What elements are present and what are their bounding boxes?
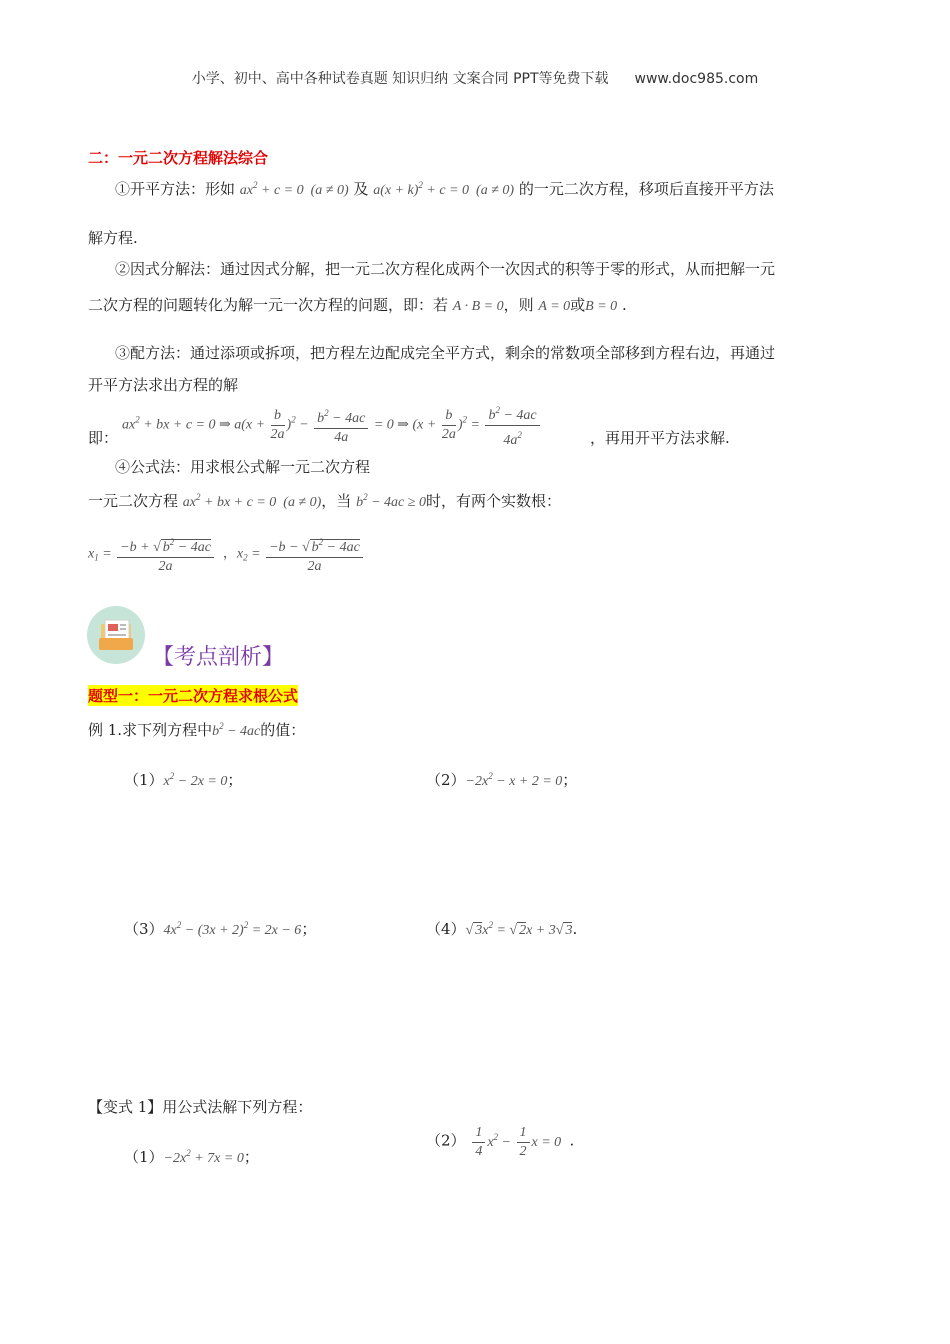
method3-label: 即： (88, 429, 119, 447)
ex1-item-4: （4）√ $3x^2$ = √ 2x + 3√ 3. (426, 920, 578, 938)
page-header (0, 68, 950, 88)
type1-title: 题型一：一元二次方程求根公式 (88, 687, 299, 705)
method2-line2: 二次方程的问题转化为解一元一次方程的问题，即：若 A · B = 0，则 A = 0或B = 0 . (88, 296, 627, 314)
formula-discriminant-expr: $b^2 - 4ac$ (212, 721, 261, 739)
variant1-item-1: $(1)-2x^2 + 7x = 0$； (124, 1148, 259, 1166)
method3-line1: ③配方法：通过添项或拆项，把方程左边配成完全平方式，剩余的常数项全部移到方程右边，再通过 (115, 344, 776, 362)
formula-general: $ax^2$ + bx + c = 0 (a ≠ 0) (182, 492, 322, 510)
variant1-item-2: （2） $\frac{1}{4}$ $x^2$ − $\frac{1}{2}$ x = 0 . (426, 1125, 575, 1159)
method3-tail: ，再用开平方法求解. (590, 429, 730, 447)
formula-ax2c: $ax^2 + c = 0$ (a ≠ 0) (239, 180, 349, 198)
method4-line2: 一元二次方程 $ax^2$ + bx + c = 0 (a ≠ 0)，当 $b^2 - 4ac \ge 0$时，有两个实数根： (88, 492, 561, 510)
formula-axk2c: $a(x + k)^2 + c = 0$ (a ≠ 0) (373, 180, 515, 198)
method1-line2: 解方程. (88, 229, 138, 247)
method1-line1: ①开平方法：形如 $ax^2 + c = 0$ (a ≠ 0) 及 $a(x + k)^2 + c = 0$ (a ≠ 0) 的一元二次方程，移项后直接开平方法 (115, 180, 774, 198)
formula-a0: A = 0 (538, 299, 571, 314)
example1-prompt: 例 1.求下列方程中$b^2 - 4ac$的值： (88, 721, 306, 739)
formula-completing-square: $ax^2$ + bx + c = 0 ⇒ a(x + $\frac{b}{2a}$ )$^2$ − $\frac{b^2 - 4ac}{4a}$ = 0 ⇒ (x + $\frac{b}{2a}$ )$^2$ = $\frac{b^2 - 4ac}{4a^2}$ (122, 401, 542, 450)
ex1-item-3: $(3)4x^2 - (3x + 2)^2 = 2x - 6$； (124, 920, 317, 938)
section-title: 二：一元二次方程解法综合 (88, 149, 269, 167)
formula-b0: B = 0 (585, 299, 618, 314)
method3-line2: 开平方法求出方程的解 (88, 376, 239, 394)
formula-ab0: A · B = 0 (452, 299, 504, 314)
method4-line1: ④公式法：用求根公式解一元二次方程 (115, 458, 371, 476)
header-text: 小学、初中、高中各种试卷真题 知识归纳 文案合同 PPT等免费下载 (191, 71, 609, 87)
ex1-item-1: $(1)x^2 - 2x = 0$； (124, 771, 243, 789)
ex1-item-2: $(2)-2x^2 - x + 2 = 0$； (426, 771, 578, 789)
formula-roots: $x_1$ = $\frac{-b + √ b^2 - 4ac}{2a}$ ，$x_2$ = $\frac{-b - √ b^2 - 4ac}{2a}$ (88, 533, 365, 576)
variant1-title: 【变式 1】用公式法解下列方程： (88, 1098, 313, 1116)
header-url[interactable]: www.doc985.com (634, 71, 759, 87)
formula-discriminant: $b^2 - 4ac \ge 0$ (356, 492, 426, 510)
document-folder-icon (87, 606, 145, 664)
banner-title: 【考点剖析】 (152, 645, 285, 670)
method2-line1: ②因式分解法：通过因式分解，把一元二次方程化成两个一次因式的积等于零的形式，从而把解一元 (115, 260, 776, 278)
